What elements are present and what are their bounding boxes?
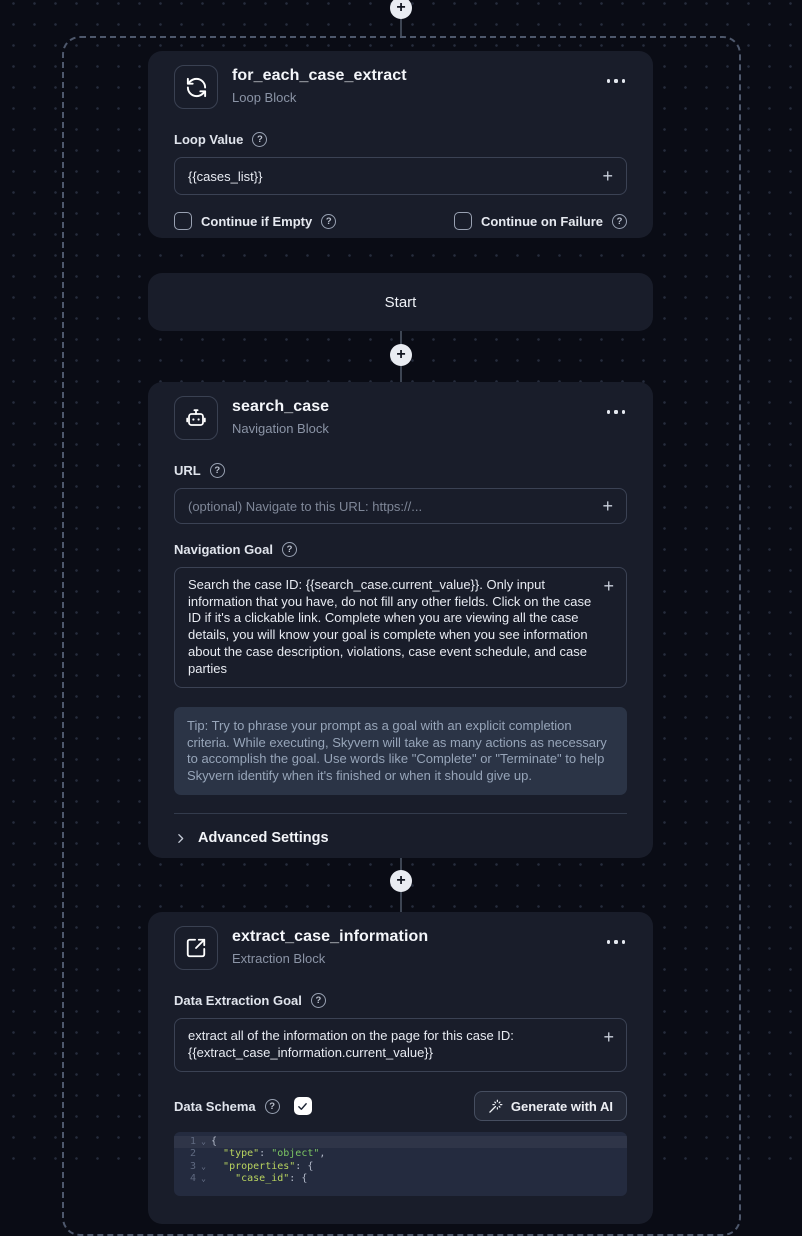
block-title: for_each_case_extract — [232, 67, 407, 84]
navigation-goal-textarea[interactable] — [188, 577, 596, 678]
help-icon[interactable]: ? — [252, 132, 267, 147]
block-type-label: Navigation Block — [232, 421, 329, 436]
add-block-node[interactable]: + — [390, 0, 412, 19]
code-text: { — [211, 1136, 218, 1147]
loop-value-input[interactable] — [188, 169, 602, 184]
navigation-goal-field[interactable] — [174, 567, 627, 688]
data-extraction-goal-field[interactable] — [174, 1018, 627, 1072]
continue-if-empty-checkbox[interactable] — [174, 212, 192, 230]
help-icon[interactable]: ? — [311, 993, 326, 1008]
fold-chevron-icon[interactable]: ⌄ — [201, 1161, 206, 1171]
url-field[interactable] — [174, 488, 627, 524]
block-type-label: Extraction Block — [232, 951, 326, 966]
add-parameter-icon[interactable]: + — [602, 166, 613, 186]
code-line[interactable] — [174, 1136, 627, 1148]
line-number: 2 — [189, 1148, 196, 1160]
continue-on-failure-option[interactable] — [454, 212, 627, 230]
code-text: "properties": { — [223, 1160, 314, 1172]
add-block-node[interactable]: + — [390, 344, 412, 366]
start-label: Start — [384, 293, 417, 311]
add-parameter-icon[interactable]: + — [602, 496, 613, 516]
code-editor[interactable] — [174, 1132, 627, 1196]
url-label: URL — [174, 463, 201, 478]
code-line[interactable] — [174, 1148, 627, 1160]
block-menu-button[interactable] — [605, 938, 628, 946]
extract-icon — [174, 926, 218, 970]
extraction-block-card[interactable] — [148, 912, 653, 1224]
line-number: 3 — [189, 1160, 196, 1172]
advanced-settings-label: Advanced Settings — [198, 830, 329, 847]
continue-on-failure-checkbox[interactable] — [454, 212, 472, 230]
help-icon[interactable]: ? — [612, 214, 627, 229]
block-title: extract_case_information — [232, 928, 429, 945]
generate-with-ai-button[interactable] — [474, 1091, 627, 1121]
data-schema-label: Data Schema — [174, 1098, 256, 1114]
line-number: 4 — [189, 1173, 196, 1185]
navigation-block-card[interactable] — [148, 382, 653, 858]
wand-sparkles-icon — [488, 1099, 503, 1114]
add-parameter-icon[interactable]: + — [603, 1027, 614, 1047]
line-number: 1 — [189, 1136, 196, 1147]
code-line[interactable] — [174, 1173, 627, 1185]
code-text: "case_id": { — [235, 1173, 308, 1185]
divider — [174, 813, 627, 814]
help-icon[interactable]: ? — [282, 542, 297, 557]
data-extraction-goal-label: Data Extraction Goal — [174, 993, 302, 1008]
navigation-goal-label: Navigation Goal — [174, 542, 273, 557]
continue-on-failure-label: Continue on Failure — [480, 213, 603, 229]
data-extraction-goal-textarea[interactable] — [188, 1028, 596, 1062]
advanced-settings-toggle[interactable] — [174, 830, 627, 846]
help-icon[interactable]: ? — [321, 214, 336, 229]
loop-block-card[interactable] — [148, 51, 653, 238]
checkmark-icon — [297, 1101, 308, 1112]
loop-value-label: Loop Value — [174, 132, 244, 147]
add-block-node[interactable]: + — [390, 870, 412, 892]
url-input[interactable] — [188, 499, 602, 514]
fold-chevron-icon[interactable]: ⌄ — [201, 1137, 206, 1146]
block-type-label: Loop Block — [232, 90, 297, 105]
fold-spacer — [196, 1148, 211, 1160]
block-menu-button[interactable] — [605, 77, 628, 85]
continue-if-empty-label: Continue if Empty — [201, 213, 313, 229]
add-parameter-icon[interactable]: + — [603, 576, 614, 596]
robot-icon — [174, 396, 218, 440]
prompt-tip-text: Tip: Try to phrase your prompt as a goal with an explicit completion criteria. While executing, Skyvern will take as many actions as necessary to accomplish the goal. Use words like "Complete" or "Terminate" to help Skyvern identify when it's finished or when it should give up. — [174, 707, 627, 795]
loop-icon — [174, 65, 218, 109]
data-schema-checkbox[interactable] — [294, 1097, 312, 1115]
loop-value-field[interactable] — [174, 157, 627, 195]
help-icon[interactable]: ? — [210, 463, 225, 478]
block-title: search_case — [232, 398, 330, 415]
block-menu-button[interactable] — [605, 408, 628, 416]
code-text: "type": "object", — [223, 1148, 326, 1160]
fold-chevron-icon[interactable]: ⌄ — [201, 1174, 206, 1184]
help-icon[interactable]: ? — [265, 1099, 280, 1114]
generate-with-ai-label: Generate with AI — [510, 1098, 613, 1114]
code-line[interactable] — [174, 1161, 627, 1173]
chevron-right-icon — [174, 832, 187, 845]
continue-if-empty-option[interactable] — [174, 212, 336, 230]
start-node[interactable] — [148, 273, 653, 331]
